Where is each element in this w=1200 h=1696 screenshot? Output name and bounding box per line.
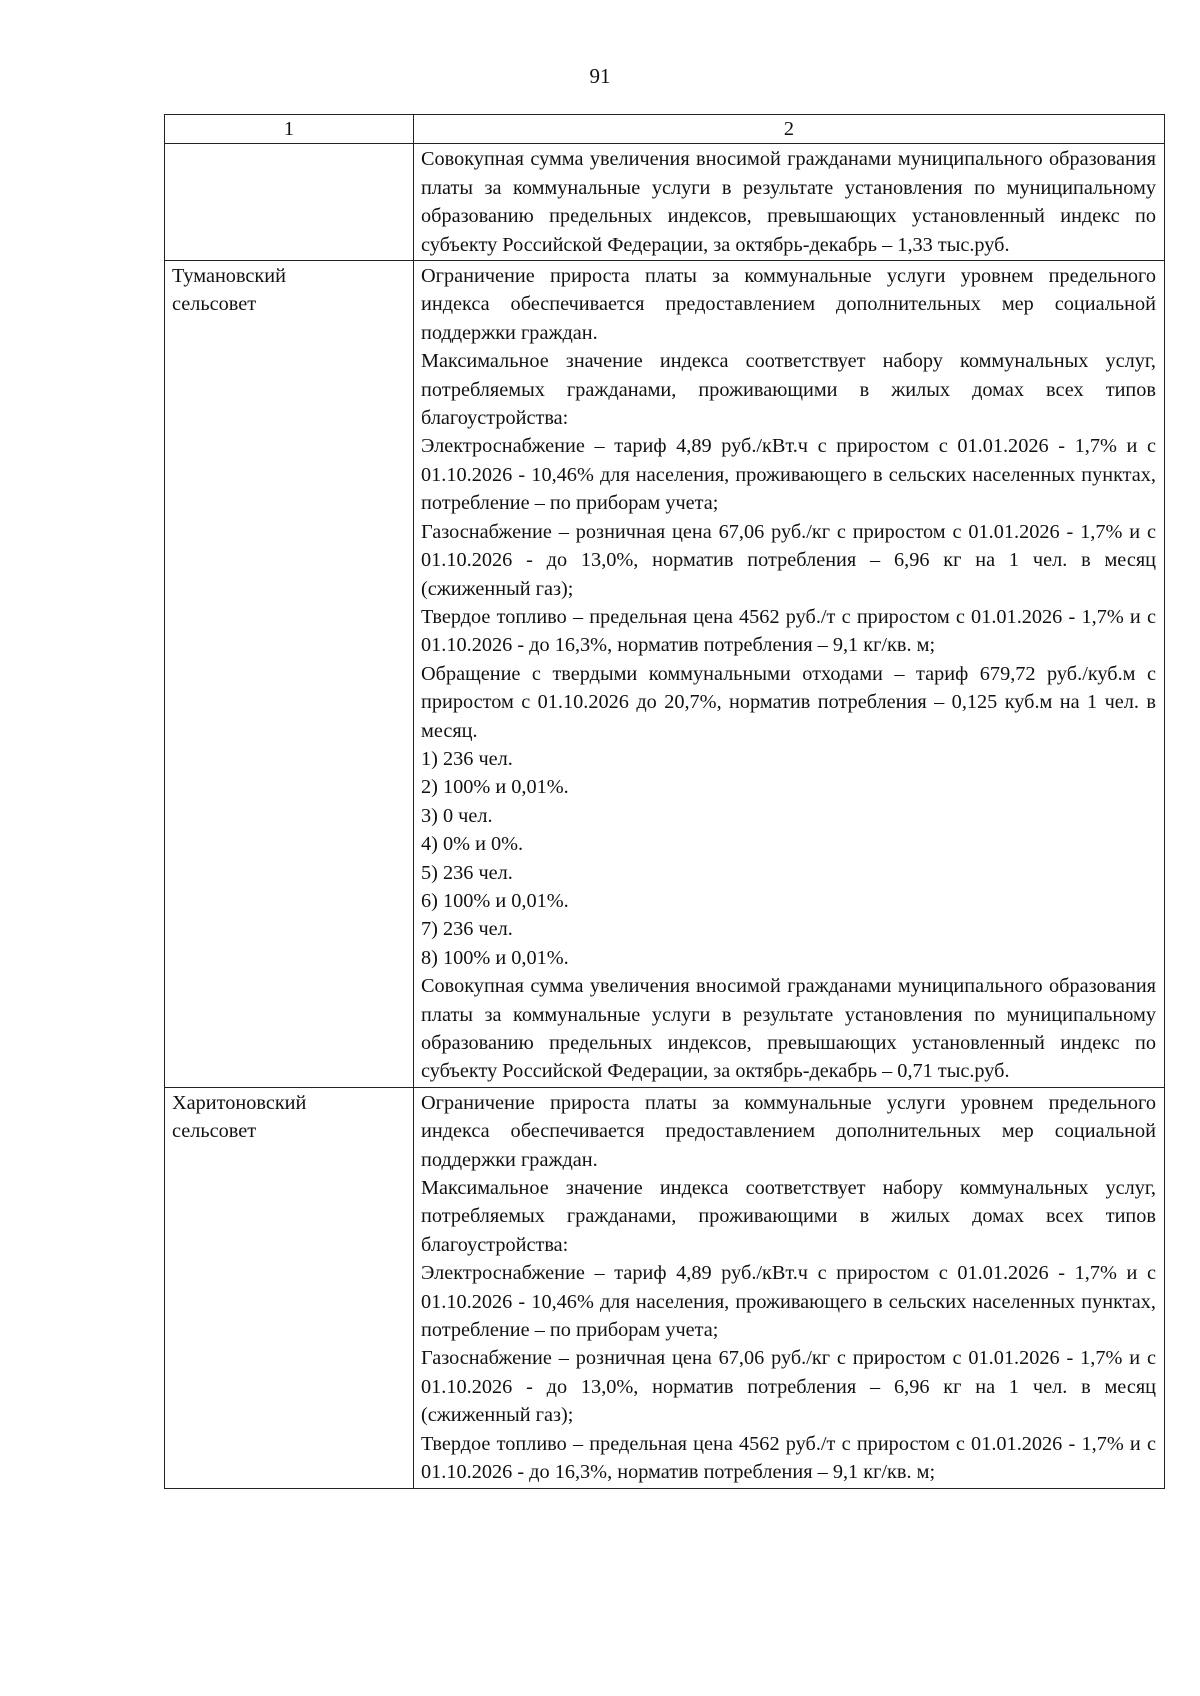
municipality-name-line: сельсовет — [172, 1120, 257, 1143]
column-header-2: 2 — [414, 115, 1165, 144]
municipality-name-line: сельсовет — [172, 293, 257, 316]
municipality-name-cell — [165, 144, 414, 261]
description-paragraph: Твердое топливо – предельная цена 4562 руб./т с приростом с 01.01.2026 - 1,7% и с 01.10.2026 - до 16,3%, норматив потребления – 9,1 кг/кв. м; — [421, 1432, 1156, 1484]
description-paragraph: Электроснабжение – тариф 4,89 руб./кВт.ч с приростом с 01.01.2026 - 1,7% и с 01.10.2026 - 10,46% для населения, проживающего в сельских населенных пунктах, потребление – по приборам учета; — [421, 1262, 1156, 1342]
list-item: 4) 0% и 0%. — [421, 833, 524, 856]
list-item: 6) 100% и 0,01%. — [421, 889, 569, 912]
table-body — [165, 144, 1165, 1488]
list-item: 3) 0 чел. — [421, 804, 493, 827]
table-header-row — [165, 115, 1165, 144]
description-paragraph: Совокупная сумма увеличения вносимой гражданами муниципального образования платы за коммунальные услуги в результате установления по муниципальному образованию предельных индексов, превышающих установленный индекс по субъекту Российской Федерации, за октябрь-декабрь – 0,71 тыс.руб. — [421, 975, 1156, 1083]
municipality-name-cell — [165, 261, 414, 1088]
description-paragraph: Обращение с твердыми коммунальными отходами – тариф 679,72 руб./куб.м с приростом с 01.10.2026 до 20,7%, норматив потребления – 0,125 куб.м на 1 чел. в месяц. — [421, 662, 1156, 742]
municipality-name-line: Тумановский — [172, 265, 286, 288]
description-paragraph: Ограничение прироста платы за коммунальные услуги уровнем предельного индекса обеспечивается предоставлением дополнительных мер социальной поддержки граждан. — [421, 265, 1156, 344]
table-row — [165, 144, 1165, 261]
list-item: 7) 236 чел. — [421, 918, 513, 941]
page-number: 91 — [589, 64, 611, 88]
description-cell — [414, 1087, 1165, 1488]
description-paragraph: Ограничение прироста платы за коммунальные услуги уровнем предельного индекса обеспечивается предоставлением дополнительных мер социальной поддержки граждан. — [421, 1091, 1156, 1171]
description-cell — [414, 261, 1165, 1088]
description-paragraph: Газоснабжение – розничная цена 67,06 руб./кг с приростом с 01.01.2026 - 1,7% и с 01.10.2026 - до 13,0%, норматив потребления – 6,96 кг на 1 чел. в месяц (сжиженный газ); — [421, 1347, 1156, 1427]
column-header-1: 1 — [165, 115, 414, 144]
municipality-name-line: Харитоновский — [172, 1091, 307, 1114]
list-item: 1) 236 чел. — [421, 747, 513, 770]
description-paragraph: Электроснабжение – тариф 4,89 руб./кВт.ч с приростом с 01.01.2026 - 1,7% и с 01.10.2026 - 10,46% для населения, проживающего в сельских населенных пунктах, потребление – по приборам учета; — [421, 435, 1156, 515]
list-item: 5) 236 чел. — [421, 861, 513, 884]
list-item: 8) 100% и 0,01%. — [421, 946, 569, 969]
municipal-index-table — [164, 114, 1165, 1489]
description-paragraph: Твердое топливо – предельная цена 4562 руб./т с приростом с 01.01.2026 - 1,7% и с 01.10.2026 - до 16,3%, норматив потребления – 9,1 кг/кв. м; — [421, 605, 1156, 657]
description-cell — [414, 144, 1165, 261]
municipality-name-cell — [165, 1087, 414, 1488]
table-row — [165, 261, 1165, 1088]
table-row — [165, 1087, 1165, 1488]
description-paragraph: Газоснабжение – розничная цена 67,06 руб./кг с приростом с 01.01.2026 - 1,7% и с 01.10.2026 - до 13,0%, норматив потребления – 6,96 кг на 1 чел. в месяц (сжиженный газ); — [421, 520, 1156, 600]
description-paragraph: Максимальное значение индекса соответствует набору коммунальных услуг, потребляемых гражданами, проживающими в жилых домах всех типов благоустройства: — [421, 350, 1156, 430]
list-item: 2) 100% и 0,01%. — [421, 776, 569, 799]
description-paragraph: Максимальное значение индекса соответствует набору коммунальных услуг, потребляемых гражданами, проживающими в жилых домах всех типов благоустройства: — [421, 1177, 1156, 1256]
description-paragraph: Совокупная сумма увеличения вносимой гражданами муниципального образования платы за коммунальные услуги в результате установления по муниципальному образованию предельных индексов, превышающих установленный индекс по субъекту Российской Федерации, за октябрь-декабрь – 1,33 тыс.руб. — [421, 148, 1156, 256]
